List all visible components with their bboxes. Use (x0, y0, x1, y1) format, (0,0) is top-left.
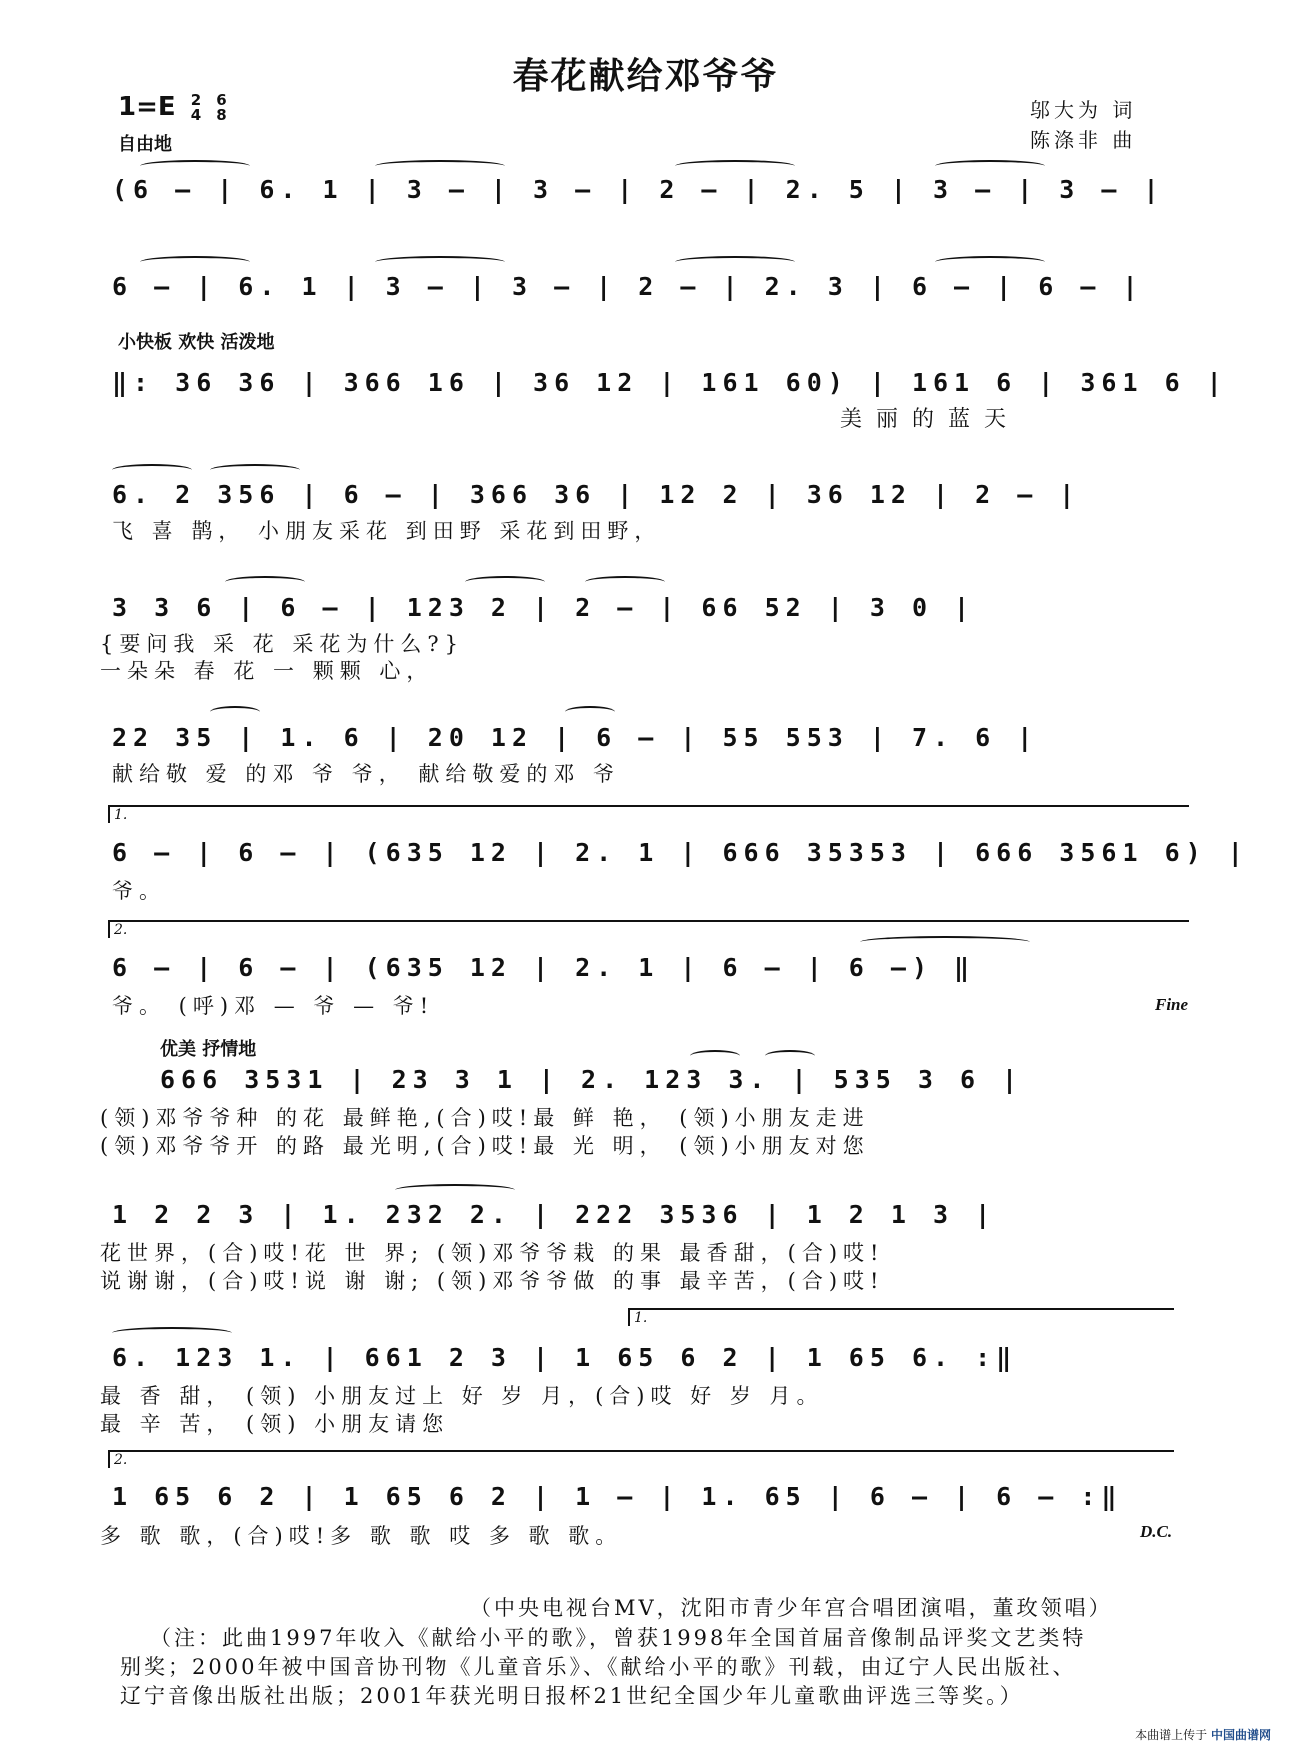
staff-line-7: 6 — | 6 — | (635 12 | 2. 1 | 666 35353 | 666 3561 6) | (112, 838, 1249, 867)
footer-upload-text: 本曲谱上传于 (1135, 1728, 1208, 1742)
staff-line-8: 6 — | 6 — | (635 12 | 2. 1 | 6 — | 6 —) ‖ (112, 953, 976, 982)
volta-1: 1. (108, 805, 1189, 823)
lyricist: 邬大为 词 (1030, 98, 1137, 122)
staff-line-10: 1 2 2 3 | 1. 232 2. | 222 3536 | 1 2 1 3 | (112, 1200, 997, 1229)
staff-line-2: 6 — | 6. 1 | 3 — | 3 — | 2 — | 2. 3 | 6 — | 6 — | (112, 272, 1144, 301)
key-signature (118, 92, 227, 123)
lyric-line-6: 献给敬 爱 的邓 爷 爷， 献给敬爱的邓 爷 (112, 762, 621, 786)
staff-line-12: 1 65 6 2 | 1 65 6 2 | 1 — | 1. 65 | 6 — | 6 — :‖ (112, 1482, 1123, 1511)
lyric-line-3: 美丽的蓝天 (840, 407, 1021, 432)
remark-line-2: 别奖；2000年被中国音协刊物《儿童音乐》、《献给小平的歌》刊载，由辽宁人民出版社、 (120, 1655, 1077, 1679)
key-label: 1=E (118, 92, 176, 122)
staff-line-4: 6. 2 356 | 6 — | 366 36 | 12 2 | 36 12 | 2 — | (112, 480, 1081, 509)
lyric-line-10b: 说谢谢，(合)哎!说 谢 谢; (领)邓爷爷做 的事 最辛苦，(合)哎! (100, 1269, 885, 1293)
staff-line-9: 666 3531 | 23 3 1 | 2. 123 3. | 535 3 6 | (160, 1065, 1024, 1094)
lyric-line-9b: (领)邓爷爷开 的路 最光明,(合)哎!最 光 明， (领)小朋友对您 (100, 1134, 870, 1158)
lyric-line-5a: {要问我 采 花 采花为什么?} (100, 632, 465, 656)
performance-note: （中央电视台MV，沈阳市青少年宫合唱团演唱，董玫领唱） (470, 1596, 1113, 1620)
page-title: 春花献给邓爷爷 (512, 55, 779, 97)
lyric-line-8: 爷。 (呼)邓 — 爷 — 爷! (112, 994, 435, 1018)
lyric-line-5b: 一朵朵 春 花 一 颗颗 心， (100, 659, 434, 683)
lyric-line-12: 多 歌 歌，(合)哎!多 歌 歌 哎 多 歌 歌。 (100, 1524, 623, 1548)
meter-1: 2 4 (190, 90, 202, 124)
footer-site-logo: 中国曲谱网 (1210, 1728, 1271, 1742)
lyric-line-11b: 最 辛 苦， (领) 小朋友请您 (100, 1412, 450, 1436)
staff-line-5: 3 3 6 | 6 — | 123 2 | 2 — | 66 52 | 3 0 | (112, 593, 976, 622)
staff-line-11: 6. 123 1. | 661 2 3 | 1 65 6 2 | 1 65 6. :‖ (112, 1343, 1018, 1372)
composer: 陈涤非 曲 (1030, 128, 1137, 152)
fine-mark: Fine (1155, 995, 1189, 1014)
meter-2: 6 8 (216, 90, 227, 124)
remark-line-3: 辽宁音像出版社出版；2001年获光明日报杯21世纪全国少年儿童歌曲评选三等奖。） (120, 1684, 1024, 1708)
volta-2b: 2. (108, 1450, 1174, 1468)
staff-line-3: ‖: 36 36 | 366 16 | 36 12 | 161 60) | 161 6 | 361 6 | (112, 368, 1228, 397)
lyric-line-7: 爷。 (112, 879, 166, 903)
lyric-line-10a: 花世界，(合)哎!花 世 界; (领)邓爷爷栽 的果 最香甜，(合)哎! (100, 1241, 885, 1265)
credits (1030, 95, 1136, 155)
volta-2: 2. (108, 920, 1189, 938)
tempo-intro: 自由地 (118, 134, 172, 155)
footer-credit (1135, 1726, 1271, 1743)
staff-line-1: (6 — | 6. 1 | 3 — | 3 — | 2 — | 2. 5 | 3 — | 3 — | (112, 175, 1165, 204)
tempo-section-a: 小快板 欢快 活泼地 (118, 332, 275, 353)
lyric-line-9a: (领)邓爷爷种 的花 最鲜艳,(合)哎!最 鲜 艳， (领)小朋友走进 (100, 1106, 870, 1130)
tempo-section-b: 优美 抒情地 (160, 1039, 257, 1060)
lyric-line-11a: 最 香 甜， (领) 小朋友过上 好 岁 月，(合)哎 好 岁 月。 (100, 1384, 824, 1408)
lyric-line-4: 飞 喜 鹊， 小朋友采花 到田野 采花到田野， (112, 519, 662, 543)
dc-mark: D.C. (1140, 1522, 1173, 1541)
staff-line-6: 22 35 | 1. 6 | 20 12 | 6 — | 55 553 | 7. 6 | (112, 723, 1039, 752)
volta-1b: 1. (628, 1308, 1174, 1326)
remark-line-1: （注：此曲1997年收入《献给小平的歌》，曾获1998年全国首届音像制品评奖文艺类特 (150, 1626, 1087, 1650)
